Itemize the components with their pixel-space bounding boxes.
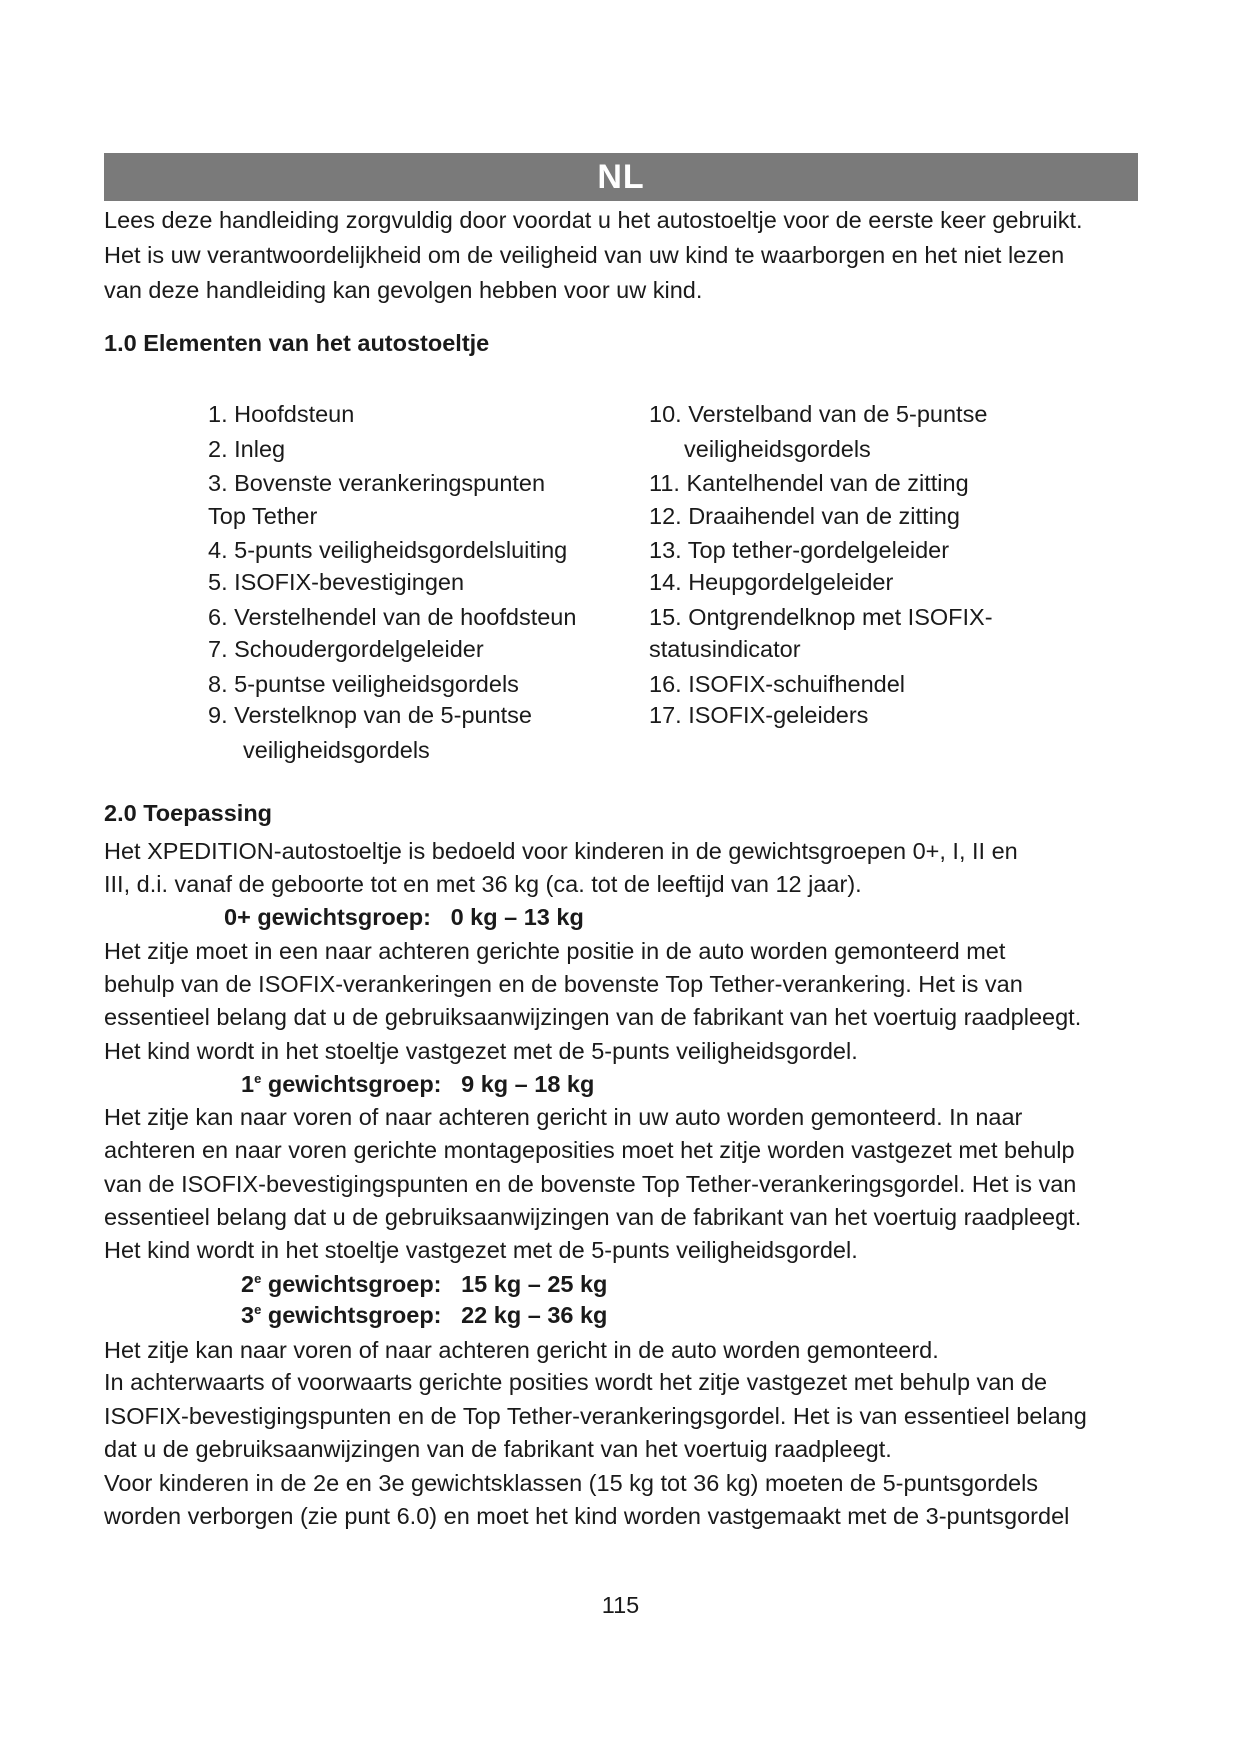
body-line: Het kind wordt in het stoeltje vastgezet met de 5-punts veiligheidsgordel.: [104, 1237, 858, 1263]
list-item: 2. Inleg: [208, 436, 286, 462]
body-line: Het XPEDITION-autostoeltje is bedoeld voor kinderen in de gewichtsgroepen 0+, I, II en: [104, 838, 1018, 864]
weight-group-2-heading: [241, 1271, 607, 1298]
group-label: gewichtsgroep:: [261, 1071, 442, 1097]
list-item: Top Tether: [208, 503, 318, 529]
group-range: 0 kg – 13 kg: [450, 904, 584, 930]
list-item: statusindicator: [649, 636, 801, 662]
intro-line: van deze handleiding kan gevolgen hebben voor uw kind.: [104, 277, 703, 303]
body-line: van de ISOFIX-bevestigingspunten en de bovenste Top Tether-verankeringsgordel. Het is van: [104, 1171, 1077, 1197]
group-label: gewichtsgroep:: [261, 1271, 442, 1297]
weight-group-1-heading: [241, 1071, 594, 1098]
body-line: Het zitje moet in een naar achteren gerichte positie in de auto worden gemonteerd met: [104, 938, 1006, 964]
list-item: veiligheidsgordels: [684, 436, 871, 462]
intro-line: Het is uw verantwoordelijkheid om de veiligheid van uw kind te waarborgen en het niet lezen: [104, 242, 1065, 268]
body-line: Het zitje kan naar voren of naar achteren gericht in uw auto worden gemonteerd. In naar: [104, 1104, 1023, 1130]
group-label: 0+ gewichtsgroep:: [224, 904, 431, 930]
list-item: 11. Kantelhendel van de zitting: [649, 470, 969, 496]
body-line: essentieel belang dat u de gebruiksaanwijzingen van de fabrikant van het voertuig raadpleegt.: [104, 1204, 1082, 1230]
list-item: 12. Draaihendel van de zitting: [649, 503, 960, 529]
language-header-bar: NL: [104, 153, 1138, 201]
weight-group-0plus-heading: [224, 904, 584, 931]
list-item: 3. Bovenste verankeringspunten: [208, 470, 546, 496]
list-item: 6. Verstelhendel van de hoofdsteun: [208, 604, 577, 630]
list-item: 7. Schoudergordelgeleider: [208, 636, 484, 662]
body-line: Voor kinderen in de 2e en 3e gewichtsklassen (15 kg tot 36 kg) moeten de 5-puntsgordels: [104, 1470, 1039, 1496]
group-range: 22 kg – 36 kg: [461, 1302, 608, 1328]
body-line: dat u de gebruiksaanwijzingen van de fabrikant van het voertuig raadpleegt.: [104, 1436, 892, 1462]
group-number: 3: [241, 1302, 255, 1328]
body-line: achteren en naar voren gerichte montageposities moet het zitje worden vastgezet met behulp: [104, 1137, 1075, 1163]
body-line: essentieel belang dat u de gebruiksaanwijzingen van de fabrikant van het voertuig raadpleegt.: [104, 1004, 1082, 1030]
list-item: 10. Verstelband van de 5-puntse: [649, 401, 988, 427]
group-superscript: e: [254, 1271, 262, 1287]
elements-list-right: [649, 398, 1129, 738]
body-line: Het kind wordt in het stoeltje vastgezet met de 5-punts veiligheidsgordel.: [104, 1038, 858, 1064]
list-item: 15. Ontgrendelknop met ISOFIX-: [649, 604, 993, 630]
group-number: 1: [241, 1071, 255, 1097]
group-label: gewichtsgroep:: [261, 1302, 442, 1328]
group-number: 2: [241, 1271, 255, 1297]
section-1-heading: 1.0 Elementen van het autostoeltje: [104, 330, 490, 356]
list-item: 4. 5-punts veiligheidsgordelsluiting: [208, 537, 568, 563]
elements-list-left: [208, 398, 638, 768]
group-range: 15 kg – 25 kg: [461, 1271, 608, 1297]
list-item: 16. ISOFIX-schuifhendel: [649, 671, 906, 697]
body-line: worden verborgen (zie punt 6.0) en moet het kind worden vastgemaakt met de 3-puntsgordel: [104, 1503, 1070, 1529]
group-superscript: e: [254, 1071, 262, 1087]
section-2-heading: 2.0 Toepassing: [104, 800, 273, 826]
body-line: ISOFIX-bevestigingspunten en de Top Tether-verankeringsgordel. Het is van essentieel belang: [104, 1403, 1087, 1429]
list-item: 1. Hoofdsteun: [208, 401, 355, 427]
group-range: 9 kg – 18 kg: [461, 1071, 595, 1097]
intro-line: Lees deze handleiding zorgvuldig door voordat u het autostoeltje voor de eerste keer gebruikt.: [104, 207, 1083, 233]
body-line: Het zitje kan naar voren of naar achteren gericht in de auto worden gemonteerd.: [104, 1337, 939, 1363]
group-superscript: e: [254, 1302, 262, 1318]
list-item: 14. Heupgordelgeleider: [649, 569, 894, 595]
page-number: 115: [601, 1592, 640, 1618]
list-item: 9. Verstelknop van de 5-puntse: [208, 702, 532, 728]
weight-group-3-heading: [241, 1302, 607, 1329]
list-item: 5. ISOFIX-bevestigingen: [208, 569, 465, 595]
list-item: 17. ISOFIX-geleiders: [649, 702, 869, 728]
intro-paragraph: [104, 203, 1154, 308]
list-item: 8. 5-puntse veiligheidsgordels: [208, 671, 519, 697]
list-item: 13. Top tether-gordelgeleider: [649, 537, 950, 563]
list-item: veiligheidsgordels: [243, 737, 430, 763]
body-line: III, d.i. vanaf de geboorte tot en met 36 kg (ca. tot de leeftijd van 12 jaar).: [104, 871, 862, 897]
body-line: behulp van de ISOFIX-verankeringen en de bovenste Top Tether-verankering. Het is van: [104, 971, 1023, 997]
body-line: In achterwaarts of voorwaarts gerichte posities wordt het zitje vastgezet met behulp van de: [104, 1369, 1048, 1395]
